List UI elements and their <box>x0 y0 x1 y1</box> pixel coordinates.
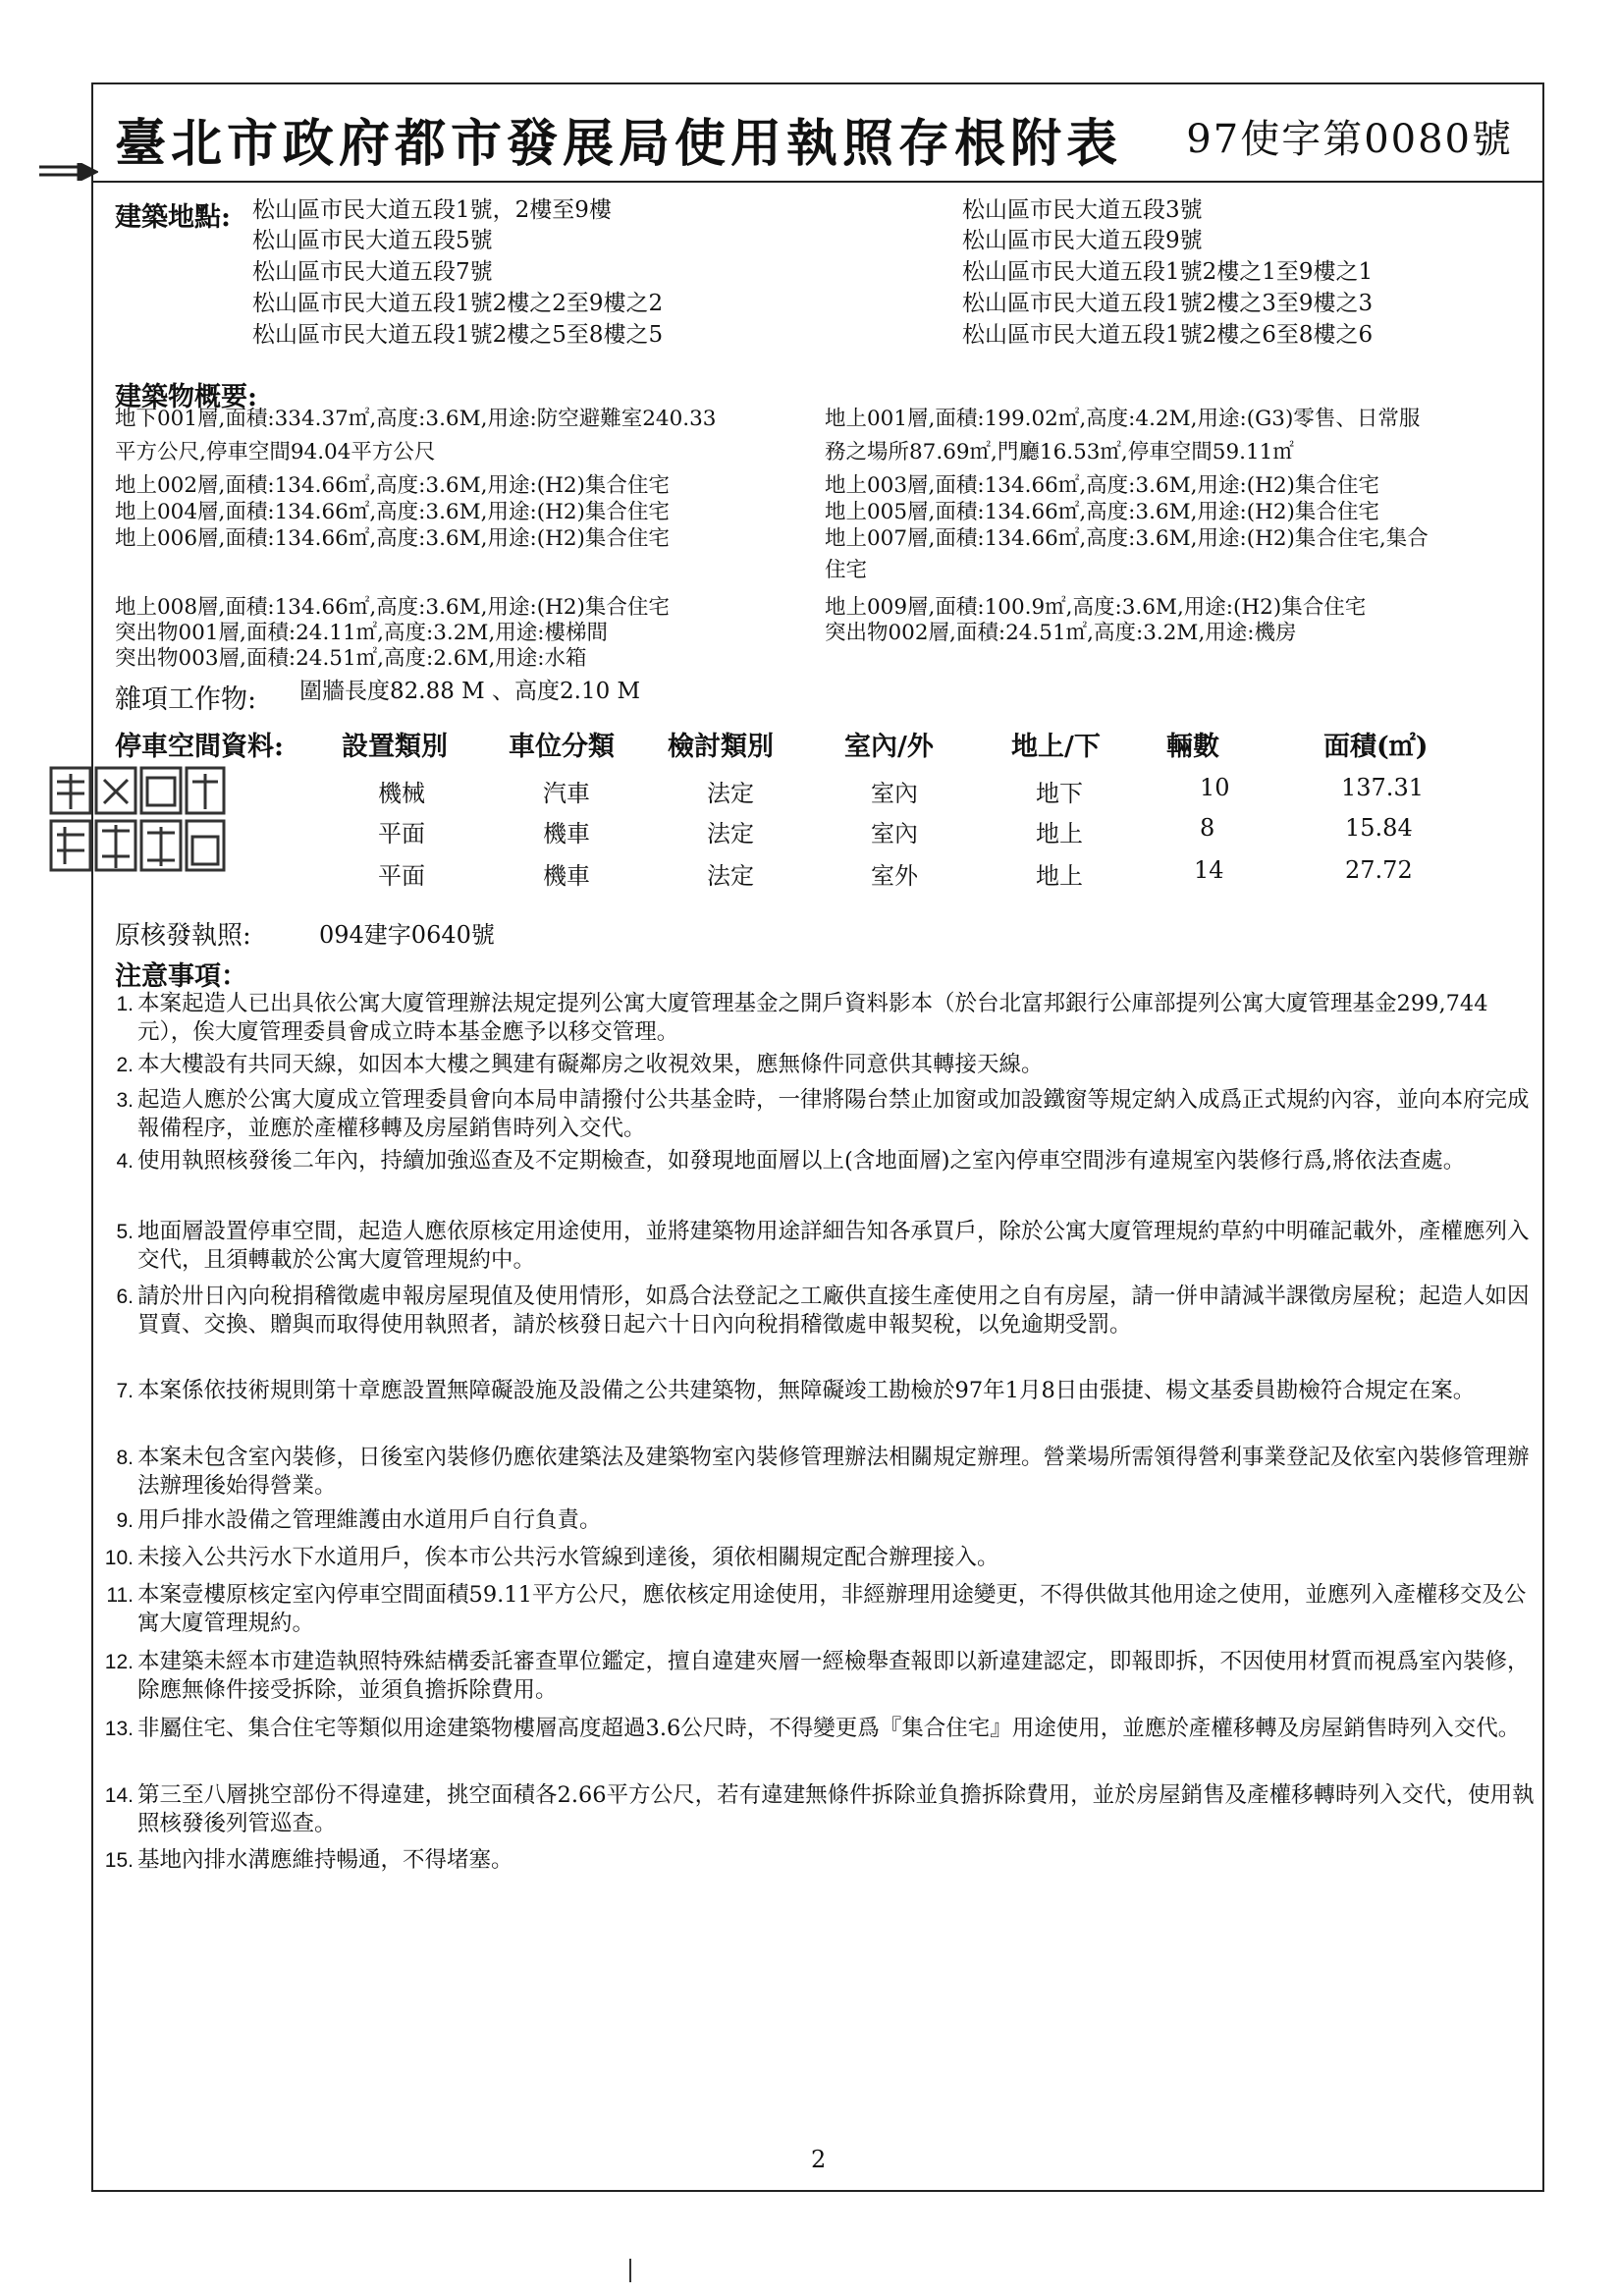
note-item-4 <box>116 1147 1537 1175</box>
note-number: 12. <box>104 1651 134 1673</box>
note-item-2 <box>116 1051 1537 1079</box>
note-text: 非屬住宅、集合住宅等類似用途建築物樓層高度超過3.6公尺時，不得變更爲『集合住宅』用途使用，並應於產權移轉及房屋銷售時列入交代。 <box>137 1716 1521 1741</box>
misc-label: 雜項工作物: <box>115 684 257 715</box>
overview-f009: 地上009層,面積:100.9㎡,高度:3.6M,用途:(H2)集合住宅 <box>825 595 1367 620</box>
parking-r3-review: 法定 <box>707 862 754 890</box>
parking-header-class: 車位分類 <box>509 732 615 762</box>
overview-f001-line1: 地上001層,面積:199.02㎡,高度:4.2M,用途:(G3)零售、日常服 <box>825 407 1421 431</box>
parking-r1-inout: 室內 <box>871 780 918 807</box>
overview-p002: 突出物002層,面積:24.51㎡,高度:3.2M,用途:機房 <box>825 621 1297 645</box>
site-address-left-3: 松山區市民大道五段7號 <box>252 259 493 285</box>
parking-r3-class: 機車 <box>543 862 590 890</box>
overview-f007-line2: 住宅 <box>825 558 868 582</box>
note-number: 13. <box>104 1718 134 1740</box>
note-text: 請於卅日內向稅捐稽徵處申報房屋現值及使用情形，如爲合法登記之工廠供直接生產使用之自有房屋，請一併申請減半課徵房屋稅；起造人如因買賣、交換、贈與而取得使用執照者，請於核發日起六十日內向稅捐稽徵處申報契稅，以免逾期受罰。 <box>137 1284 1530 1338</box>
overview-f005: 地上005層,面積:134.66㎡,高度:3.6M,用途:(H2)集合住宅 <box>825 500 1379 524</box>
overview-f006: 地上006層,面積:134.66㎡,高度:3.6M,用途:(H2)集合住宅 <box>115 526 670 551</box>
site-address-right-2: 松山區市民大道五段9號 <box>962 228 1203 253</box>
site-address-left-2: 松山區市民大道五段5號 <box>252 228 493 253</box>
misc-value: 圍牆長度82.88 M 、高度2.10 M <box>299 679 641 704</box>
parking-r2-setup: 平面 <box>378 820 425 847</box>
note-text: 地面層設置停車空間，起造人應依原核定用途使用，並將建築物用途詳細告知各承買戶，除於公寓大廈管理規約草約中明確記載外，產權應列入交代，且須轉載於公寓大廈管理規約中。 <box>137 1219 1530 1273</box>
note-text: 本案係依技術規則第十章應設置無障礙設施及設備之公共建築物，無障礙竣工勘檢於97年1月8日由張捷、楊文基委員勘檢符合規定在案。 <box>137 1378 1476 1403</box>
note-number: 6. <box>116 1285 134 1308</box>
note-text: 使用執照核發後二年內，持續加強巡查及不定期檢查，如發現地面層以上(含地面層)之室內停車空間涉有違規室內裝修行爲,將依法查處。 <box>137 1148 1466 1174</box>
parking-r2-count: 8 <box>1200 814 1215 842</box>
overview-f007-line1: 地上007層,面積:134.66㎡,高度:3.6M,用途:(H2)集合住宅,集合 <box>825 526 1429 551</box>
site-address-right-3: 松山區市民大道五段1號2樓之1至9樓之1 <box>962 259 1374 285</box>
document-number: 97使字第0080號 <box>1186 117 1513 162</box>
note-item-14 <box>104 1781 1537 1838</box>
note-item-5 <box>116 1218 1537 1275</box>
overview-label: 建築物概要: <box>115 382 257 412</box>
note-number: 1. <box>116 993 134 1015</box>
note-item-12 <box>104 1648 1537 1705</box>
note-number: 10. <box>104 1547 134 1569</box>
note-text: 本案起造人已出具依公寓大廈管理辦法規定提列公寓大廈管理基金之開戶資料影本（於台北富邦銀行公庫部提列公寓大廈管理基金299,744元），俟大廈管理委員會成立時本基金應予以移交管理。 <box>137 991 1488 1045</box>
parking-r1-class: 汽車 <box>543 780 590 807</box>
note-text: 起造人應於公寓大廈成立管理委員會向本局申請撥付公共基金時，一律將陽台禁止加窗或加設鐵窗等規定納入成爲正式規約內容，並向本府完成報備程序，並應於產權移轉及房屋銷售時列入交代。 <box>137 1087 1530 1141</box>
overview-b001-line1: 地下001層,面積:334.37㎡,高度:3.6M,用途:防空避難室240.33 <box>115 407 717 431</box>
parking-r2-level: 地上 <box>1036 820 1083 847</box>
note-number: 4. <box>116 1150 134 1173</box>
parking-r3-inout: 室外 <box>871 862 918 890</box>
notes-title: 注意事項： <box>115 961 247 992</box>
parking-r2-area: 15.84 <box>1345 814 1413 842</box>
site-address-left-4: 松山區市民大道五段1號2樓之2至9樓之2 <box>252 291 664 316</box>
note-number: 14. <box>104 1784 134 1807</box>
parking-header-area: 面積(㎡) <box>1323 732 1429 762</box>
note-item-10 <box>104 1544 1537 1572</box>
parking-r3-area: 27.72 <box>1345 856 1413 884</box>
note-number: 11. <box>106 1584 134 1607</box>
note-text: 基地內排水溝應維持暢通，不得堵塞。 <box>137 1847 513 1873</box>
parking-r1-count: 10 <box>1200 774 1230 801</box>
note-item-8 <box>116 1444 1537 1501</box>
parking-r1-review: 法定 <box>707 780 754 807</box>
overview-p003: 突出物003層,面積:24.51㎡,高度:2.6M,用途:水箱 <box>115 646 587 671</box>
overview-f003: 地上003層,面積:134.66㎡,高度:3.6M,用途:(H2)集合住宅 <box>825 473 1379 498</box>
document-title: 臺北市政府都市發展局使用執照存根附表 <box>115 114 1123 174</box>
site-address-right-1: 松山區市民大道五段3號 <box>962 197 1203 223</box>
note-number: 5. <box>116 1221 134 1243</box>
note-text: 用戶排水設備之管理維護由水道用戶自行負責。 <box>137 1507 602 1533</box>
parking-r3-level: 地上 <box>1036 862 1083 890</box>
note-item-9 <box>116 1506 1537 1535</box>
note-text: 第三至八層挑空部份不得違建，挑空面積各2.66平方公尺，若有違建無條件拆除並負擔拆除費用，並於房屋銷售及產權移轉時列入交代，使用執照核發後列管巡查。 <box>137 1782 1535 1836</box>
parking-header-count: 輛數 <box>1166 732 1219 762</box>
note-text: 本建築未經本市建造執照特殊結構委託審查單位鑑定，擅自違建夾層一經檢舉查報即以新違建認定，即報即拆，不因使用材質而視爲室內裝修，除應無條件接受拆除，並須負擔拆除費用。 <box>137 1649 1530 1703</box>
note-number: 2. <box>116 1054 134 1076</box>
scan-tick-mark <box>629 2259 631 2282</box>
page-number: 2 <box>811 2146 827 2173</box>
note-item-1 <box>116 990 1537 1047</box>
note-text: 本案未包含室內裝修，日後室內裝修仍應依建築法及建築物室內裝修管理辦法相關規定辦理。營業場所需領得營利事業登記及依室內裝修管理辦法辦理後始得營業。 <box>137 1445 1530 1499</box>
note-text: 本案壹樓原核定室內停車空間面積59.11平方公尺，應依核定用途使用，非經辦理用途變更，不得供做其他用途之使用，並應列入產權移交及公寓大廈管理規約。 <box>137 1582 1527 1636</box>
margin-arrow-icon <box>39 163 98 181</box>
site-address-left-5: 松山區市民大道五段1號2樓之5至8樓之5 <box>252 322 664 348</box>
parking-header-setup: 設置類別 <box>342 732 448 762</box>
parking-r1-area: 137.31 <box>1341 774 1424 801</box>
parking-r2-review: 法定 <box>707 820 754 847</box>
parking-r3-setup: 平面 <box>378 862 425 890</box>
parking-r2-class: 機車 <box>543 820 590 847</box>
overview-f004: 地上004層,面積:134.66㎡,高度:3.6M,用途:(H2)集合住宅 <box>115 500 670 524</box>
site-label: 建築地點: <box>115 202 231 233</box>
title-row <box>93 84 1542 183</box>
margin-seal-stamp <box>45 762 232 880</box>
note-number: 7. <box>116 1380 134 1402</box>
note-text: 未接入公共污水下水道用戶，俟本市公共污水管線到達後，須依相關規定配合辦理接入。 <box>137 1545 999 1570</box>
parking-r2-inout: 室內 <box>871 820 918 847</box>
parking-header-inout: 室內/外 <box>844 732 934 762</box>
note-number: 8. <box>116 1447 134 1469</box>
note-number: 3. <box>116 1089 134 1112</box>
original-license-label: 原核發執照: <box>115 921 251 951</box>
note-item-15 <box>104 1846 1537 1875</box>
parking-label: 停車空間資料: <box>115 732 284 762</box>
overview-b001-line2: 平方公尺,停車空間94.04平方公尺 <box>115 440 436 465</box>
overview-f002: 地上002層,面積:134.66㎡,高度:3.6M,用途:(H2)集合住宅 <box>115 473 670 498</box>
original-license-value: 094建字0640號 <box>319 921 495 949</box>
overview-p001: 突出物001層,面積:24.11㎡,高度:3.2M,用途:樓梯間 <box>115 621 609 645</box>
note-number: 15. <box>104 1849 134 1872</box>
note-item-7 <box>116 1377 1537 1405</box>
parking-header-level: 地上/下 <box>1011 732 1101 762</box>
note-number: 9. <box>116 1509 134 1532</box>
note-item-13 <box>104 1715 1537 1743</box>
note-item-6 <box>116 1283 1537 1339</box>
site-address-left-1: 松山區市民大道五段1號，2樓至9樓 <box>252 197 612 223</box>
note-text: 本大樓設有共同天線，如因本大樓之興建有礙鄰房之收視效果，應無條件同意供其轉接天線。 <box>137 1052 1044 1077</box>
parking-r1-setup: 機械 <box>378 780 425 807</box>
parking-r3-count: 14 <box>1194 856 1224 884</box>
note-item-3 <box>116 1086 1537 1143</box>
parking-header-review: 檢討類別 <box>668 732 774 762</box>
site-address-right-5: 松山區市民大道五段1號2樓之6至8樓之6 <box>962 322 1374 348</box>
site-address-right-4: 松山區市民大道五段1號2樓之3至9樓之3 <box>962 291 1374 316</box>
overview-f008: 地上008層,面積:134.66㎡,高度:3.6M,用途:(H2)集合住宅 <box>115 595 670 620</box>
overview-f001-line2: 務之場所87.69㎡,門廳16.53㎡,停車空間59.11㎡ <box>825 440 1294 465</box>
note-item-11 <box>106 1581 1537 1638</box>
parking-r1-level: 地下 <box>1036 780 1083 807</box>
